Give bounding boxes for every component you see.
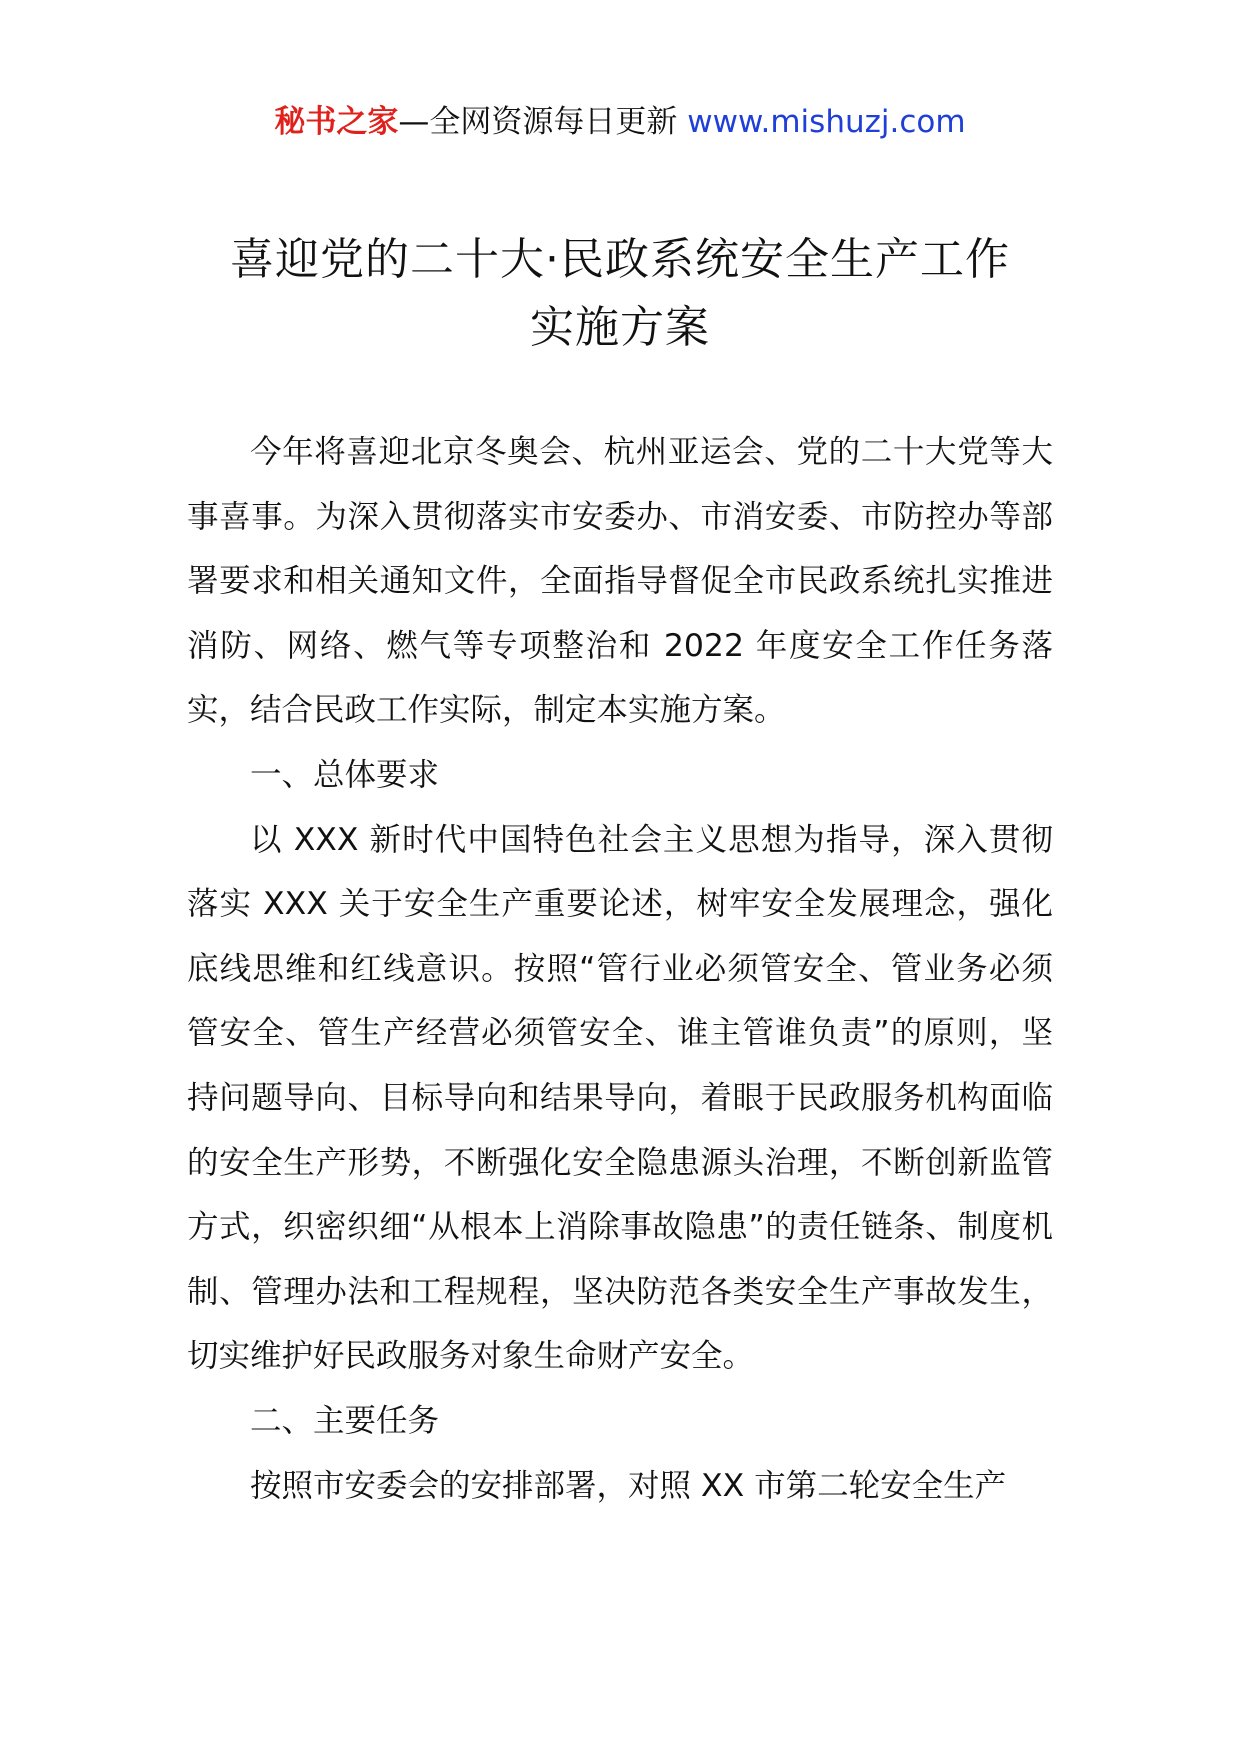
intro-paragraph: 今年将喜迎北京冬奥会、杭州亚运会、党的二十大党等大事喜事。为深入贯彻落实市安委办、市消安委、市防控办等部署要求和相关通知文件，全面指导督促全市民政系统扎实推进消防、网络、燃气等专项整治和 2022 年度安全工作任务落实，结合民政工作实际，制定本实施方案。 (187, 434, 1053, 729)
general-requirements-paragraph: 以 XXX 新时代中国特色社会主义思想为指导，深入贯彻落实 XXX 关于安全生产重要论述，树牢安全发展理念，强化底线思维和红线意识。按照“管行业必须管安全、管业务必须管安全、管生产经营必须管安全、谁主管谁负责”的原则，坚持问题导向、目标导向和结果导向，着眼于民政服务机构面临的安全生产形势，不断强化安全隐患源头治理，不断创新监管方式，织密织细“从根本上消除事故隐患”的责任链条、制度机制、管理办法和工程规程，坚决防范各类安全生产事故发生，切实维护好民政服务对象生命财产安全。 (187, 821, 1053, 1375)
site-header (0, 100, 1240, 144)
title-line-1: 喜迎党的二十大·民政系统安全生产工作 (230, 234, 1010, 285)
document-title (100, 226, 1140, 362)
main-tasks-paragraph: 按照市安委会的安排部署，对照 XX 市第二轮安全生产 (250, 1467, 1007, 1504)
site-brand: 秘书之家 (274, 104, 399, 140)
site-tagline: —全网资源每日更新 (398, 104, 678, 140)
document-body (187, 420, 1053, 1518)
section-heading-general-requirements: 一、总体要求 (250, 756, 440, 793)
title-line-2: 实施方案 (530, 302, 710, 353)
section-heading-main-tasks: 二、主要任务 (250, 1402, 440, 1439)
site-url-link[interactable]: www.mishuzj.com (687, 104, 966, 140)
